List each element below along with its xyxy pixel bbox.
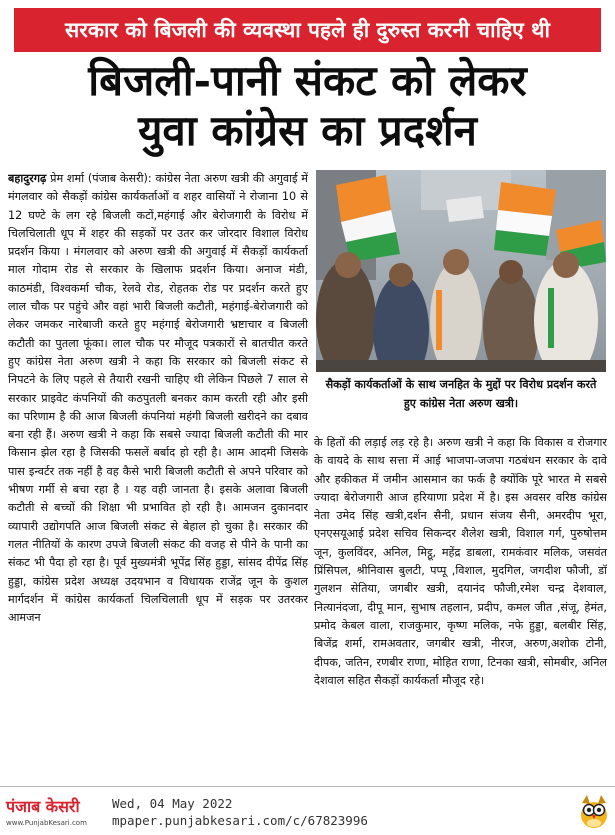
dateline: बहादुरगढ़ [8,172,47,185]
photo-caption: सैकड़ों कार्यकर्ताओं के साथ जनहित के मुद्दों पर विरोध प्रदर्शन करते हुए कांग्रेस नेता अरुण खत्री। [325,378,597,410]
protest-photo-illustration [316,170,606,372]
body-text-right: के हितों की लड़ाई लड़ रहे है। अरुण खत्री ने कहा कि विकास व रोजगार के वायदे के साथ सत्ता में आई भाजपा-जजपा गठबंधन सरकार के दावे और हकीकत में जमीन आसमान का फर्क है क्योंकि पूरे भारत मे सबसे ज्यादा बेरोजगारी आज हरियाणा प्रदेश में है। इस अवसर वरिष्ठ कांग्रेस नेता उमेद सिंह खत्री,दर्शन सैनी, प्रधान संजय सैनी, अमरदीप भूरा, एनएसयूआई प्रदेश सचिव सिकन्दर शैलेश खत्री, विशाल गर्ग, पुरुषोत्तम जून, कुलविंदर, अनिल, मिट्ठू, महेंद्र डाबला, रामकंवार मलिक, जसवंत प्रिंसिपल, श्रीनिवास बुलटी, पप्पू ,विशाल, मुदगिल, जगदीश फौजी, डॉ गुलशन सेतिया, जगबीर खत्री, दयानंद फौजी,रमेश चन्द्र देशवाल, नित्यानंदजा, दीपू मान, सुभाष तहलान, प्रदीप, कमल जीत ,संजू, हेमंत, प्रमोद केबल वाला, राजकुमार, कृष्ण मलिक, नफे हुड्डा, बलबीर सिंह, बिजेंद्र शर्मा, रामअवतार, जगबीर खत्री, नीरज, अरुण,अशोक टोनी, दीपक, जतिन, रणबीर राणा, मोहित राणा, टिनका खत्री, सोमबीर, अनिल देशवाल सहित सैकड़ों कार्यकर्ता मौजूद रहे। [314,436,607,687]
headline-line-1: बिजली-पानी संकट को लेकर [88,56,527,105]
headline-line-2: युवा कांग्रेस का प्रदर्शन [138,106,477,155]
owl-icon[interactable] [578,793,610,829]
edition-meta [112,795,368,829]
byline: प्रेम शर्मा (पंजाब केसरी): [46,172,156,185]
logo-url-text: www.PunjabKesari.com [6,819,87,827]
edition-date: Wed, 04 May 2022 [112,796,233,811]
headline [6,56,609,156]
footer [0,786,615,835]
edition-url[interactable]: mpaper.punjabkesari.com/c/67823996 [112,813,368,828]
article-column-right [314,434,607,774]
kicker-banner [14,8,601,52]
article-column-left [8,170,308,770]
protest-photo [316,170,606,372]
kicker-text: सरकार को बिजली की व्यवस्था पहले ही दुरुस्त करनी चाहिए थी [65,18,550,42]
publication-logo[interactable] [6,795,98,831]
logo-text: पंजाब केसरी [6,797,80,816]
body-text-left: कांग्रेस नेता अरुण खत्री की अगुवाई में मंगलवार को सैकड़ों कांग्रेस कार्यकर्ताओं व शहर वासियों ने रोजाना 10 से 12 घण्टे के लग रहे बिजली कटों,महंगाई और बेरोजगारी के विरोध में चिलचिलाती धूप में शहर की सड़कों पर उतर कर जोरदार विशाल विरोध प्रदर्शन किया । मंगलवार को अरुण खत्री की अगुवाई में सैकड़ों कार्यकर्ता माल गोदाम रोड से सरकार के खिलाफ प्रदर्शन किया। अनाज मंडी, काठमंडी, विश्वकर्मा चौक, रेलवे रोड, रोहतक रोड पर प्रदर्शन करते हुए लाल चौक पर पहुंचे और वहां भारी बिजली कटौती, महंगाई-बेरोजगारी को लेकर जमकर नारेबाजी करते हुए महंगाई बेरोजगारी भ्रष्टाचार व बिजली कटौती का पुतला फूंका। लाल चौक पर मौजूद पत्रकारों से बातचीत करते हुए कांग्रेस नेता अरुण खत्री ने कहा कि सरकार को बिजली संकट से निपटने के लिए पहले से तैयारी रखनी चाहिए थी लेकिन पिछले 7 साल से सरकार प्राइवेट कंपनियों की कठपुतली बनकर काम करती रही और इसी का परिणाम है की आज बिजली कंपनियां महंगी बिजली खरीदने का दबाव बना रही हैं। अरुण खत्री ने कहा कि सबसे ज्यादा बिजली कटौती की मार किसान झेल रहा है जिसकी फसलें बर्बाद हो रही है। आम आदमी जिसके पास इन्वर्टर तक नहीं है वह कैसे भारी बिजली कटौती से अपने परिवार को भीषण गर्मी से बचा रहा है । यह वही जानता है। इसके अलावा बिजली कटौती से बच्चों की शिक्षा भी प्रभावित हो रही है। आमजन दुकानदार व्यापारी उद्योगपति आज बिजली संकट से बेहाल हो चुका है। सरकार की गलत नीतियों के कारण उपजे बिजली संकट की वजह से पीने के पानी का संकट भी पैदा हो रहा है। पूर्व मुख्यमंत्री भूपेंद्र सिंह हुड्डा, सांसद दीपेंद्र सिंह हुड्डा, कांग्रेस प्रदेश अध्यक्ष उदयभान व विधायक राजेंद्र जून के कुशल मार्गदर्शन में कांग्रेस कार्यकर्ता चिलचिलाती धूप में सड़क पर उतरकर आमजन [8,172,308,625]
